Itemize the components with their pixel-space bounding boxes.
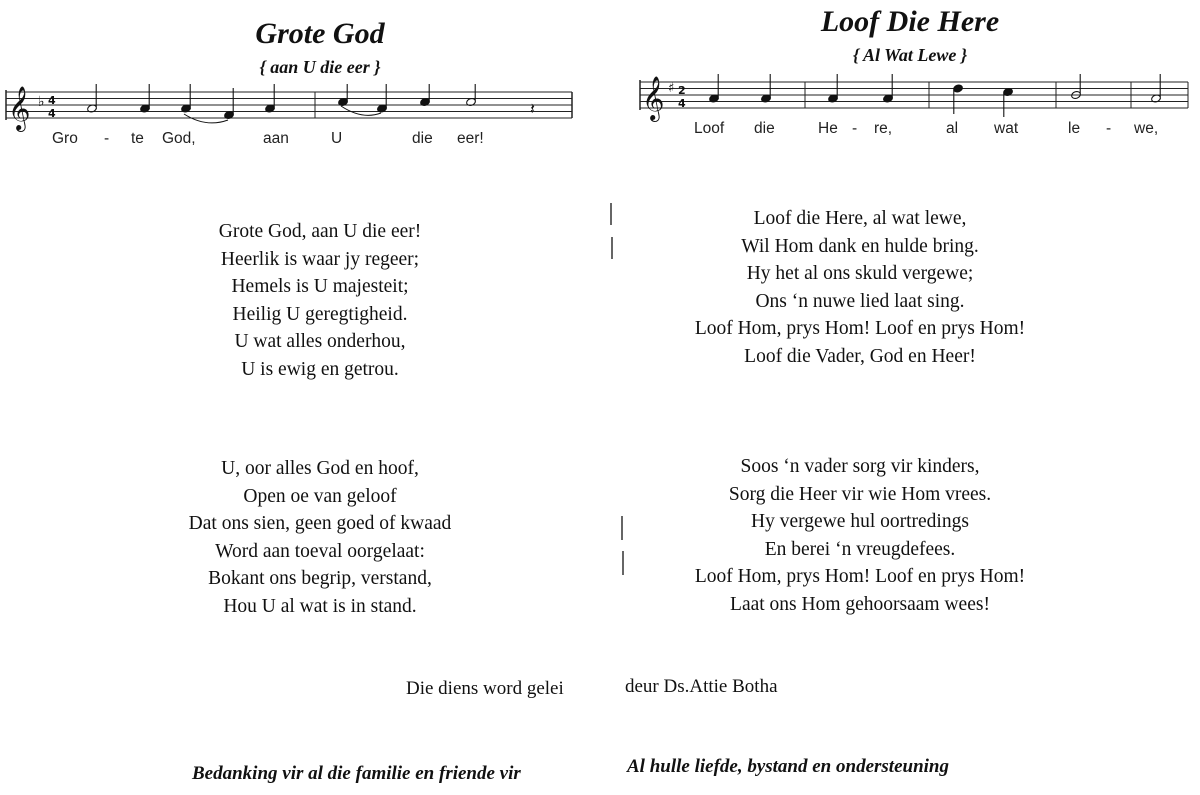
left-hymn-subtitle: { aan U die eer } bbox=[259, 57, 381, 77]
time-signature-top: 2 bbox=[678, 84, 686, 97]
lyric-syllable: - bbox=[104, 130, 110, 147]
lyric-syllable: U bbox=[331, 130, 343, 147]
left-stanza-2 bbox=[140, 455, 500, 621]
treble-clef-icon: 𝄞 bbox=[8, 86, 31, 130]
left-hymn-title: Grote God bbox=[255, 17, 385, 50]
lyric-syllable: die bbox=[412, 130, 433, 147]
verse-line: Bokant ons begrip, verstand, bbox=[208, 568, 432, 590]
acknowledgement-left: Bedanking vir al die familie en friende vir bbox=[192, 763, 521, 784]
verse-line: Hy vergewe hul oortredings bbox=[751, 511, 969, 533]
right-music-staff bbox=[636, 74, 1196, 124]
lyric-syllable: Loof bbox=[694, 120, 725, 137]
fold-mark bbox=[621, 516, 623, 540]
verse-line: Laat ons Hom gehoorsaam wees! bbox=[730, 593, 990, 615]
left-music-staff bbox=[0, 84, 580, 134]
lyric-syllable: we, bbox=[1134, 120, 1159, 137]
verse-line: Sorg die Heer vir wie Hom vrees. bbox=[728, 483, 992, 505]
verse-line: Loof Hom, prys Hom! Loof en prys Hom! bbox=[694, 566, 1026, 588]
verse-line: En berei ‘n vreugdefees. bbox=[764, 538, 956, 560]
verse-line: Ons ‘n nuwe lied laat sing. bbox=[755, 290, 965, 312]
lyric-syllable: die bbox=[754, 120, 775, 137]
sharp-key-signature: ♯ bbox=[668, 81, 675, 96]
lyric-syllable: le bbox=[1068, 120, 1081, 137]
lyric-syllable: - bbox=[852, 120, 858, 137]
verse-line: U wat alles onderhou, bbox=[234, 331, 406, 353]
flat-key-signature: ♭ bbox=[38, 94, 45, 110]
verse-line: Loof Hom, prys Hom! Loof en prys Hom! bbox=[694, 318, 1026, 340]
quarter-rest-icon: 𝄽 bbox=[530, 99, 535, 118]
verse-line: Heilig U geregtigheid. bbox=[232, 303, 408, 325]
lyric-syllable: re, bbox=[874, 120, 893, 137]
verse-line: Grote God, aan U die eer! bbox=[218, 221, 422, 242]
verse-line: Word aan toeval oorgelaat: bbox=[215, 540, 425, 562]
time-signature-top: 4 bbox=[48, 94, 56, 107]
verse-line: U is ewig en getrou. bbox=[241, 358, 399, 380]
right-hymn-title: Loof Die Here bbox=[820, 5, 1000, 38]
verse-line: Hemels is U majesteit; bbox=[231, 276, 409, 298]
fold-mark bbox=[611, 237, 613, 259]
verse-line: U, oor alles God en hoof, bbox=[221, 458, 419, 479]
verse-line: Hy het al ons skuld vergewe; bbox=[746, 263, 974, 285]
service-leader-right: deur Ds.Attie Botha bbox=[625, 676, 778, 697]
lyric-syllable: He bbox=[818, 120, 838, 137]
right-hymn-subtitle: { Al Wat Lewe } bbox=[852, 45, 968, 65]
verse-line: Soos ‘n vader sorg vir kinders, bbox=[740, 456, 980, 477]
left-stanza-1 bbox=[140, 218, 500, 384]
verse-line: Wil Hom dank en hulde bring. bbox=[741, 235, 979, 257]
fold-mark bbox=[610, 203, 612, 225]
service-leader-left: Die diens word gelei bbox=[406, 678, 564, 699]
verse-line: Dat ons sien, geen goed of kwaad bbox=[188, 513, 452, 535]
treble-clef-icon: 𝄞 bbox=[642, 76, 665, 120]
verse-line: Open oe van geloof bbox=[243, 485, 397, 507]
lyric-syllable: God, bbox=[162, 130, 196, 147]
time-signature-bottom: 4 bbox=[678, 97, 686, 110]
right-stanza-2 bbox=[680, 453, 1040, 619]
verse-line: Loof die Here, al wat lewe, bbox=[753, 208, 967, 229]
verse-line: Heerlik is waar jy regeer; bbox=[220, 248, 420, 270]
lyric-syllable: - bbox=[1106, 120, 1112, 137]
fold-mark bbox=[622, 551, 624, 575]
lyric-syllable: wat bbox=[994, 120, 1019, 137]
verse-line: Loof die Vader, God en Heer! bbox=[744, 345, 976, 367]
lyric-syllable: te bbox=[131, 130, 144, 147]
lyric-syllable: aan bbox=[263, 130, 289, 147]
verse-line: Hou U al wat is in stand. bbox=[223, 595, 417, 617]
acknowledgement-right: Al hulle liefde, bystand en ondersteuning bbox=[627, 756, 949, 777]
right-stanza-1 bbox=[680, 205, 1040, 371]
time-signature-bottom: 4 bbox=[48, 107, 56, 120]
lyric-syllable: eer! bbox=[457, 130, 484, 147]
slur bbox=[341, 106, 381, 115]
lyric-syllable: al bbox=[946, 120, 959, 137]
lyric-syllable: Gro bbox=[52, 130, 78, 147]
